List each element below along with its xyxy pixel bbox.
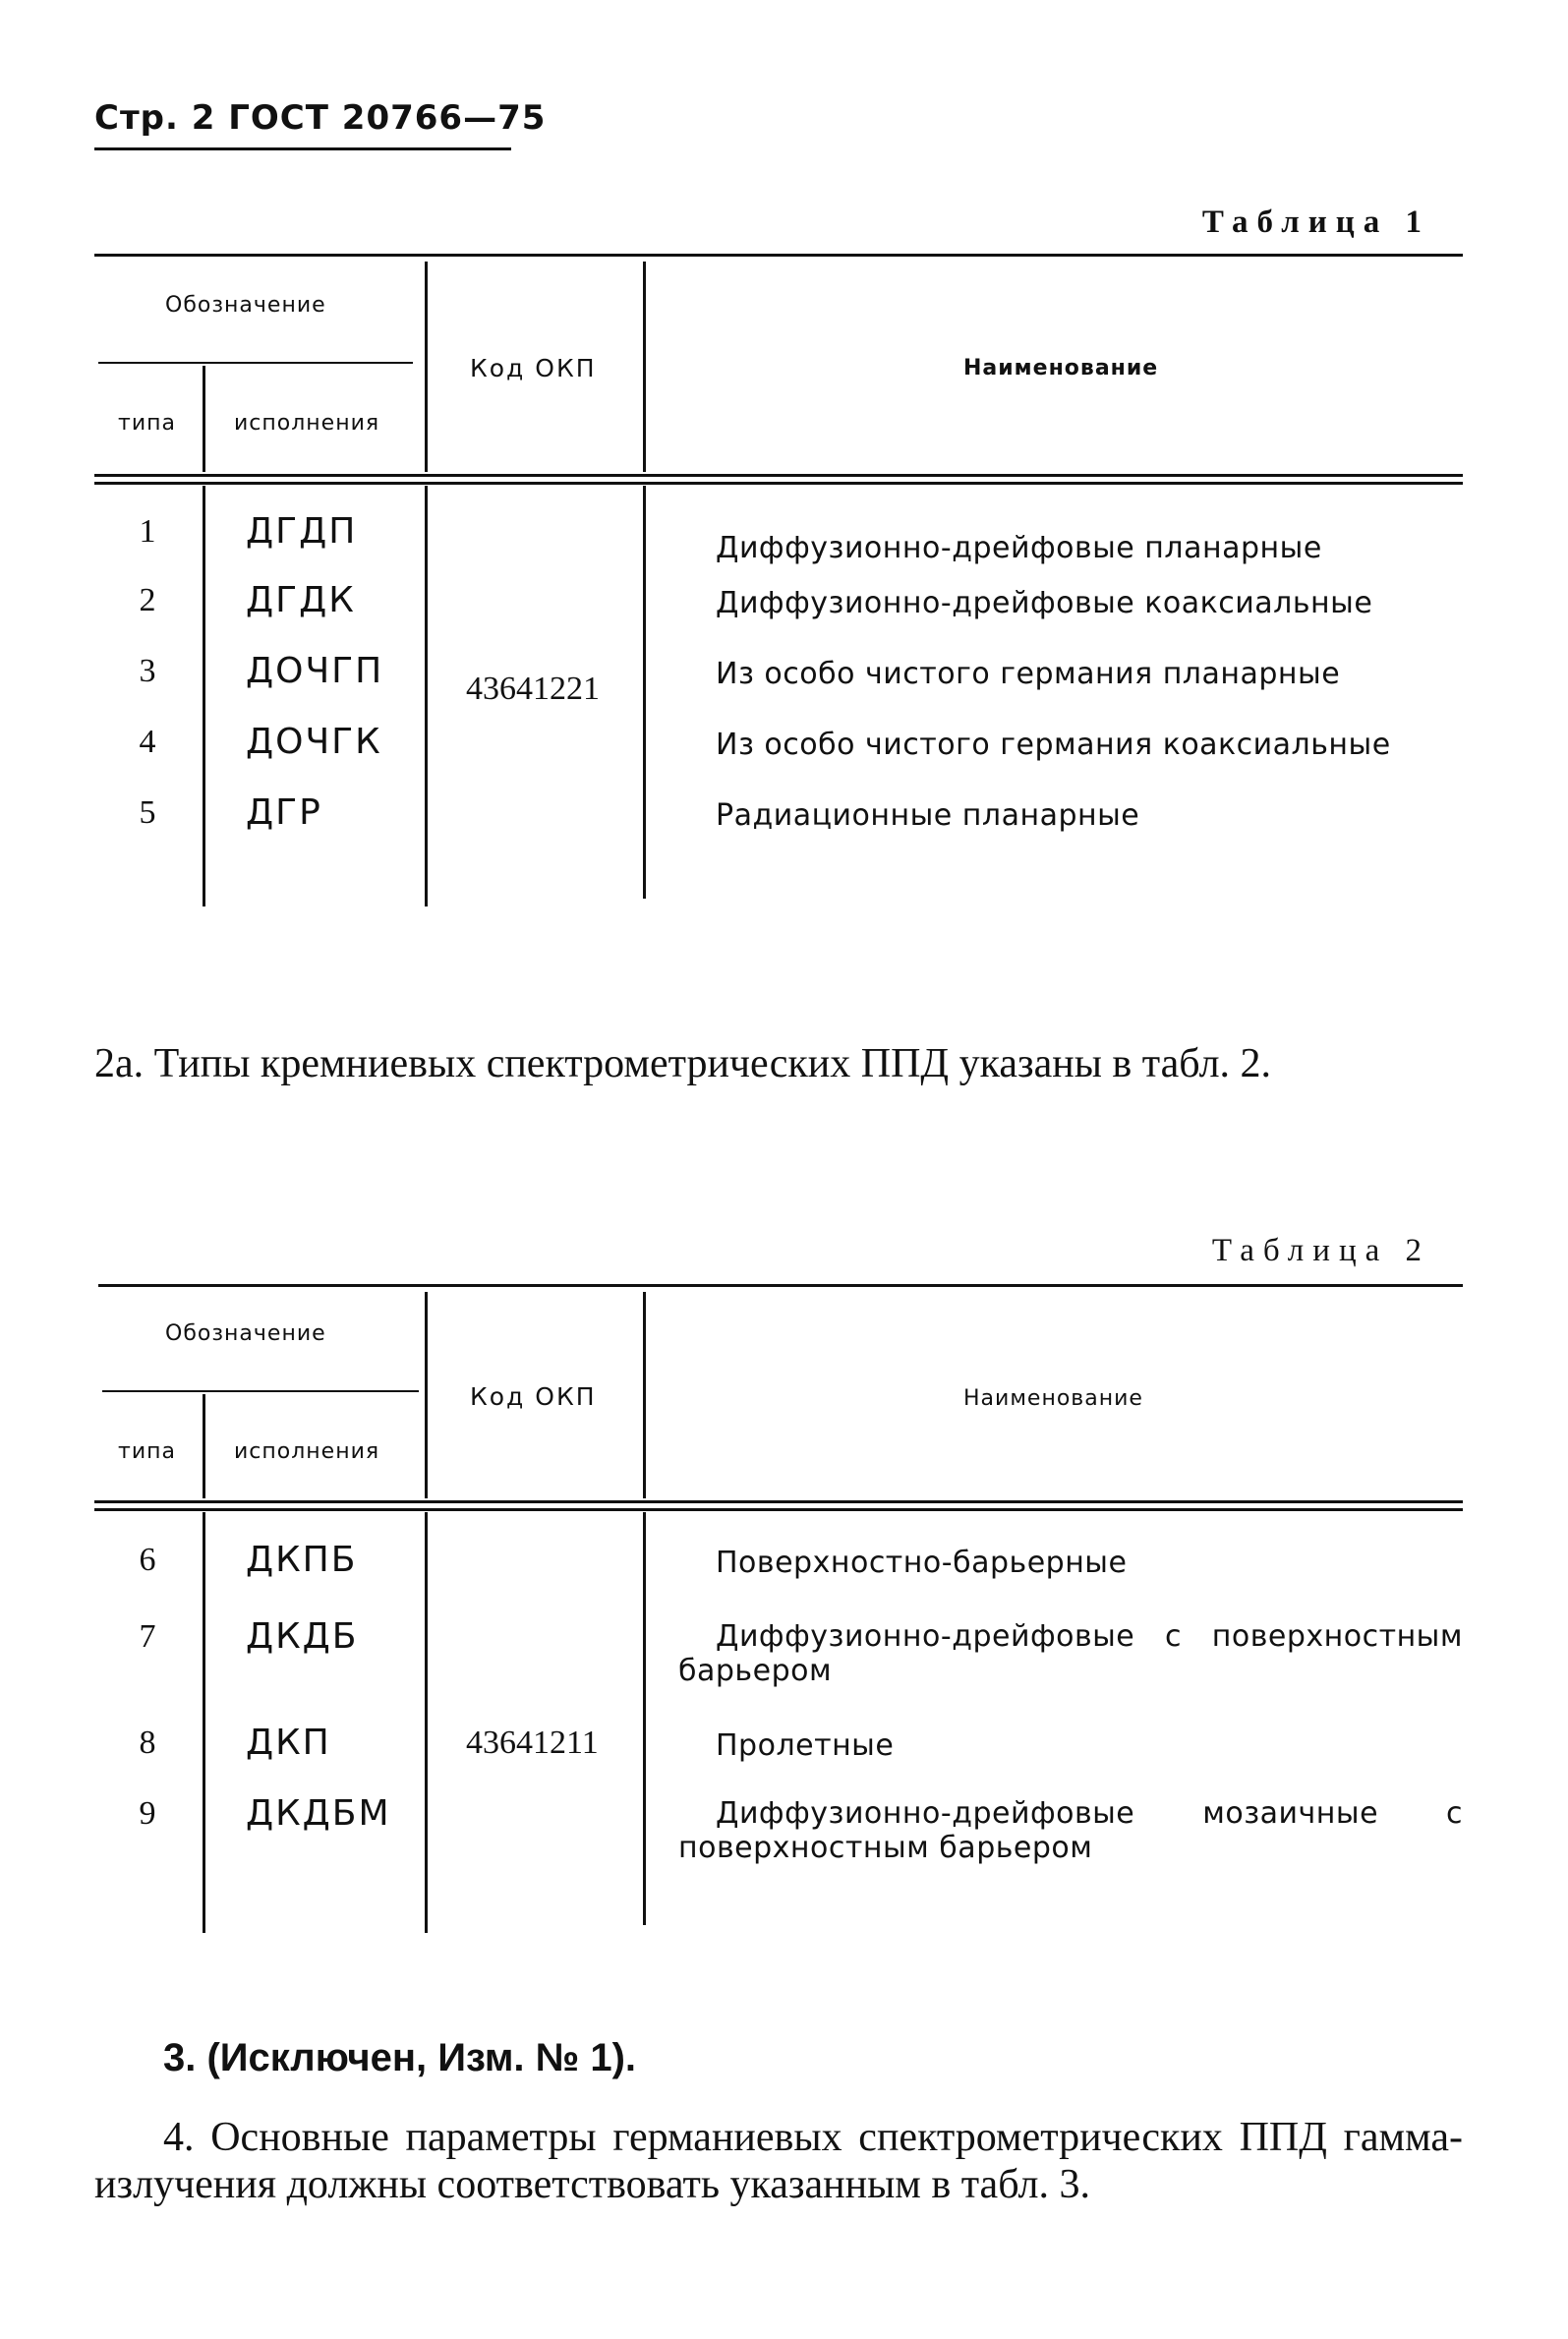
table2-row4-name: Диффузионно-дрейфовые мозаичные с поверхностным барьером (678, 1796, 1463, 1865)
table1-row4-type: 4 (139, 724, 156, 760)
table1-header-variant: исполнения (234, 411, 380, 436)
table1-vline-okp (425, 486, 428, 906)
table1-header-okp: Код ОКП (470, 354, 597, 382)
table2-vline-type (203, 1512, 205, 1933)
table1-row4-variant: ДОЧГК (246, 722, 382, 762)
table2-header-designation: Обозначение (165, 1321, 326, 1346)
table2-header-rule-2 (94, 1508, 1463, 1511)
paragraph-2a: 2а. Типы кремниевых спектрометрических ППД указаны в табл. 2. (94, 1041, 1272, 1086)
table2-row4-variant: ДКДБМ (246, 1793, 391, 1834)
table2-caption: Таблица 2 (1211, 1233, 1430, 1268)
table1-header-rule-2 (94, 482, 1463, 485)
header-rule (94, 147, 511, 150)
table1-row4-name: Из особо чистого германия коаксиальные (716, 728, 1391, 762)
table1-header-type: типа (118, 411, 176, 436)
table1-row2-name: Диффузионно-дрейфовые коаксиальные (716, 586, 1373, 620)
table1-row3-name: Из особо чистого германия планарные (716, 657, 1341, 691)
table2-okp-code: 43641211 (466, 1725, 599, 1761)
table2-row1-name: Поверхностно-барьерные (716, 1546, 1128, 1580)
table2-vline-okp (425, 1512, 428, 1933)
table2-top-rule (98, 1284, 1463, 1287)
table1-vline-header-type (203, 366, 205, 472)
table1-row1-type: 1 (139, 513, 156, 550)
table1-row2-variant: ДГДК (246, 580, 356, 620)
table2-header-variant: исполнения (234, 1439, 380, 1464)
table1-header-rule-1 (94, 474, 1463, 477)
table2-row3-variant: ДКП (246, 1723, 331, 1763)
table2-row3-type: 8 (139, 1725, 156, 1761)
table2-header-okp: Код ОКП (470, 1382, 597, 1411)
table2-row1-variant: ДКПБ (246, 1540, 358, 1580)
table2-vline-header-okp (425, 1292, 428, 1498)
paragraph-3: 3. (Исключен, Изм. № 1). (163, 2036, 637, 2079)
table2-row3-name: Пролетные (716, 1728, 895, 1763)
table1-row1-variant: ДГДП (246, 511, 358, 552)
table1-subheader-rule (98, 362, 413, 364)
table2-header-rule-1 (94, 1500, 1463, 1503)
table1-row5-variant: ДГР (246, 792, 322, 833)
table1-row1-name: Диффузионно-дрейфовые планарные (716, 531, 1322, 565)
table2-header-name: Наименование (963, 1386, 1143, 1411)
table1-row3-variant: ДОЧГП (246, 651, 384, 691)
table1-vline-header-okp (425, 262, 428, 472)
table1-okp-code: 43641221 (466, 671, 600, 707)
table1-vline-type (203, 486, 205, 906)
table2-vline-header-name (643, 1292, 646, 1498)
paragraph-4: 4. Основные параметры германиевых спектрометрических ППД гамма-излучения должны соответствовать указанным в табл. 3. (94, 2115, 1463, 2208)
table2-row4-type: 9 (139, 1795, 156, 1832)
table2-row2-name: Диффузионно-дрейфовые с поверхностным барьером (678, 1619, 1463, 1688)
table1-caption: Таблица 1 (1201, 205, 1430, 240)
table1-row5-name: Радиационные планарные (716, 798, 1140, 833)
table2-row2-type: 7 (139, 1618, 156, 1655)
table2-vline-name (643, 1512, 646, 1925)
table2-vline-header-type (203, 1394, 205, 1498)
table2-row2-variant: ДКДБ (246, 1616, 359, 1657)
table1-vline-header-name (643, 262, 646, 472)
table1-header-designation: Обозначение (165, 293, 326, 318)
table1-row5-type: 5 (139, 794, 156, 831)
table1-vline-name (643, 486, 646, 899)
table1-row3-type: 3 (139, 653, 156, 689)
page-header: Стр. 2 ГОСТ 20766—75 (94, 98, 547, 138)
table2-row1-type: 6 (139, 1542, 156, 1578)
table2-header-type: типа (118, 1439, 176, 1464)
table1-top-rule (94, 254, 1463, 257)
table1-row2-type: 2 (139, 582, 156, 618)
table1-header-name: Наименование (963, 356, 1159, 380)
table2-subheader-rule (102, 1390, 419, 1392)
